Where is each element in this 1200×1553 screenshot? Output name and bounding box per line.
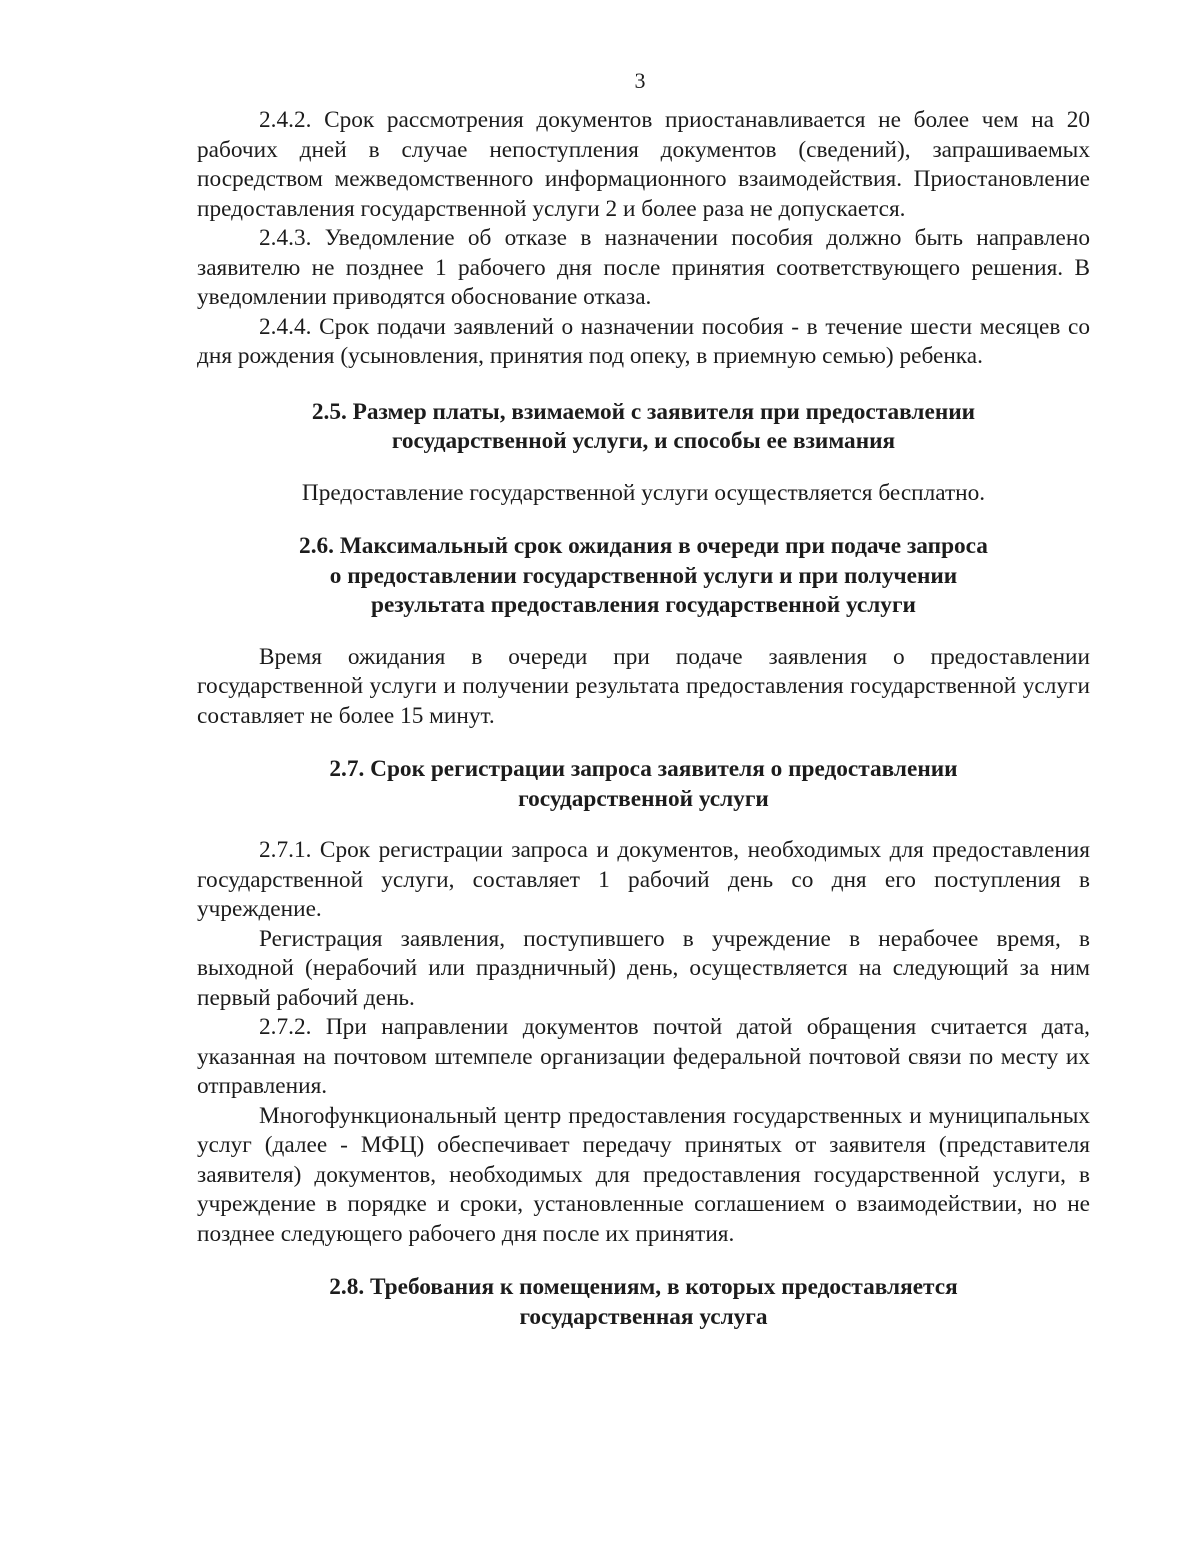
heading-line: 2.8. Требования к помещениям, в которых предоставляется <box>329 1274 958 1300</box>
heading-line: 2.6. Максимальный срок ожидания в очереди при подаче запроса <box>299 533 988 559</box>
paragraph-2-4-2: 2.4.2. Срок рассмотрения документов приостанавливается не более чем на 20 рабочих дней в случае непоступления документов (сведений), запрашиваемых посредством межведомственного информационного взаимодействия. Приостановление предоставления государственной услуги 2 и более раза не допускается. <box>197 107 1090 222</box>
heading-line: 2.5. Размер платы, взимаемой с заявителя при предоставлении <box>311 398 976 425</box>
paragraph-registration: Регистрация заявления, поступившего в учреждение в нерабочее время, в выходной (нерабочий или праздничный) день, осуществляется на следующий за ним первый рабочий день. <box>197 925 1090 1011</box>
section-heading-2-5 <box>197 398 1090 457</box>
heading-line: результата предоставления государственной услуги <box>371 592 916 618</box>
heading-line: государственная услуга <box>519 1303 768 1330</box>
heading-line: государственной услуги, и способы ее взимания <box>391 428 896 454</box>
section-heading-2-7 <box>197 755 1090 814</box>
page-number: 3 <box>634 68 646 93</box>
paragraph-2-7-2: 2.7.2. При направлении документов почтой датой обращения считается дата, указанная на почтовом штемпеле организации федеральной почтовой связи по месту их отправления. <box>197 1014 1090 1099</box>
heading-line: государственной услуги <box>518 785 769 812</box>
paragraph-2-7-1: 2.7.1. Срок регистрации запроса и документов, необходимых для предоставления государственной услуги, составляет 1 рабочий день со дня его поступления в учреждение. <box>197 837 1090 922</box>
heading-line: 2.7. Срок регистрации запроса заявителя о предоставлении <box>329 756 958 782</box>
heading-line: о предоставлении государственной услуги и при получении <box>329 562 958 589</box>
paragraph-2-5-text: Предоставление государственной услуги осуществляется бесплатно. <box>301 479 986 506</box>
paragraph-2-4-4: 2.4.4. Срок подачи заявлений о назначении пособия - в течение шести месяцев со дня рождения (усыновления, принятия под опеку, в приемную семью) ребенка. <box>197 313 1090 369</box>
paragraph-2-6-text: Время ожидания в очереди при подаче заявления о предоставлении государственной услуги и получении результата предоставления государственной услуги составляет не более 15 минут. <box>197 643 1090 729</box>
paragraph-2-4-3: 2.4.3. Уведомление об отказе в назначении пособия должно быть направлено заявителю не позднее 1 рабочего дня после принятия соответствующего решения. В уведомлении приводятся обоснование отказа. <box>197 225 1090 310</box>
section-heading-2-6 <box>197 532 1090 621</box>
paragraph-mfc: Многофункциональный центр предоставления государственных и муниципальных услуг (далее - МФЦ) обеспечивает передачу принятых от заявителя (представителя заявителя) документов, необходимых для предоставления государственной услуги, в учреждение в порядке и сроки, установленные соглашением о взаимодействии, но не позднее следующего рабочего дня после их принятия. <box>197 1102 1090 1247</box>
section-heading-2-8 <box>197 1273 1090 1332</box>
page-content <box>197 106 1090 1332</box>
